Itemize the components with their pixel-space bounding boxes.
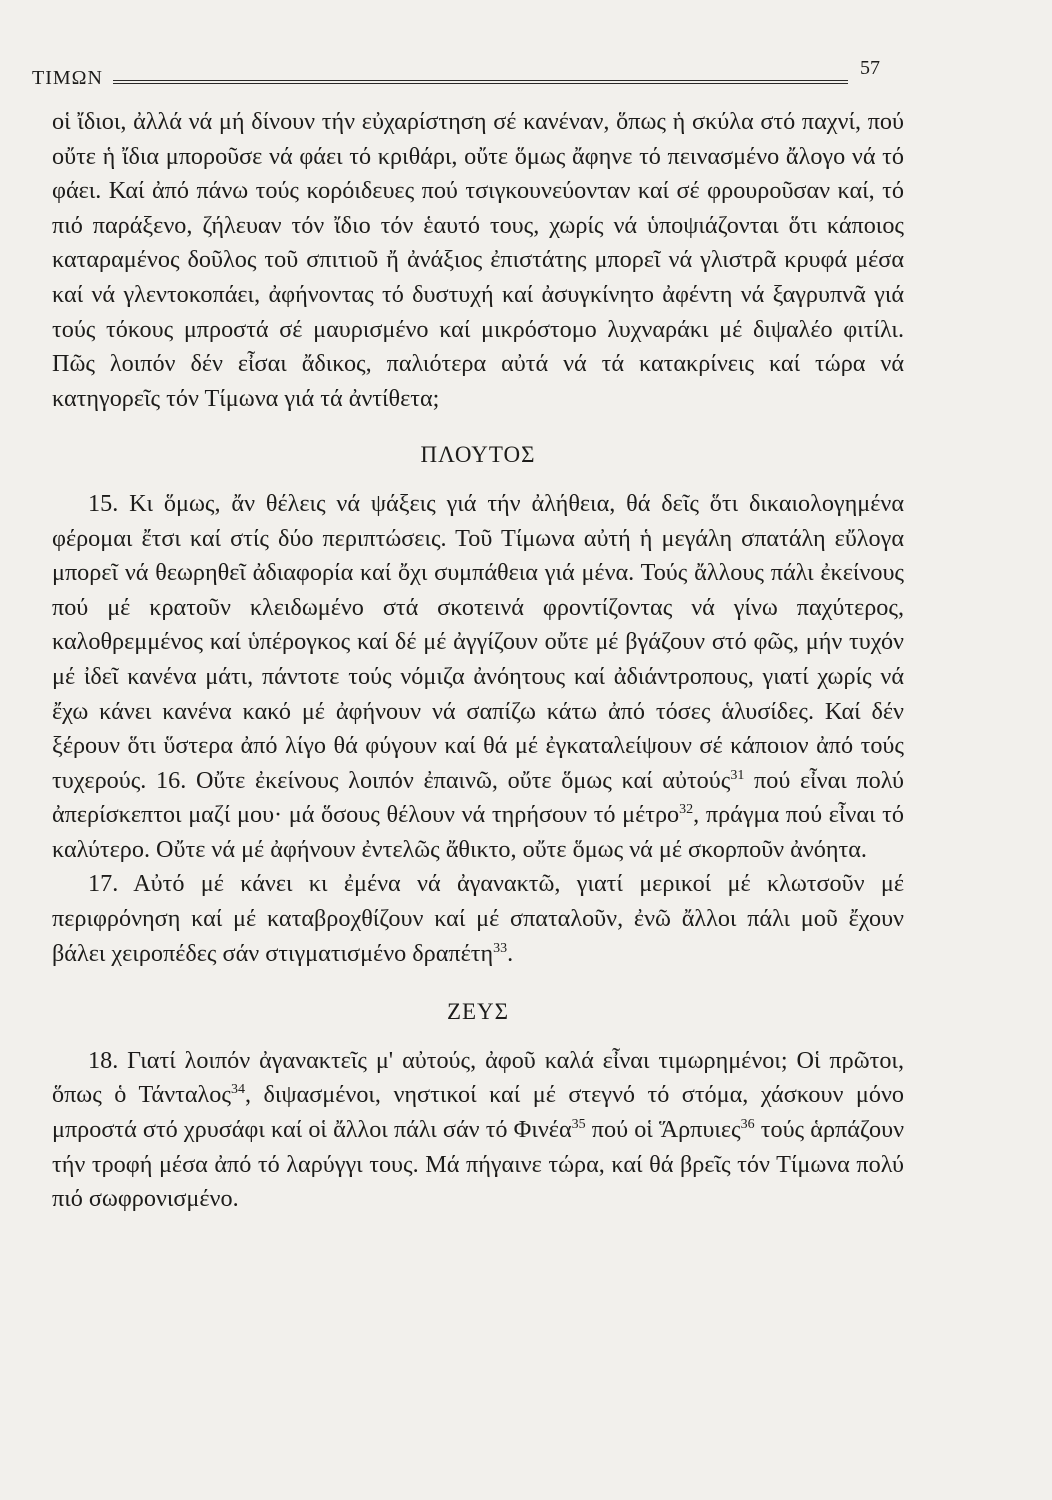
paragraph-17-end: .: [507, 939, 514, 967]
footnote-ref-33: 33: [493, 940, 508, 956]
paragraph-continued: οἱ ἴδιοι, ἀλλά νά μή δίνουν τήν εὐχαρίστηση σέ κανέναν, ὅπως ἡ σκύλα στό παχνί, πού οὔτε ἡ ἴδια μποροῦσε νά φάει τό κριθάρι, οὔτε ὅμως ἄφηνε τό πεινασμένο ἄλογο νά τό φάει. Καί ἀπό πάνω τούς κορόιδευες πού τσιγκουνεύονταν καί σέ φρουροῦσαν καί, τό πιό παράξενο, ζήλευαν τόν ἴδιο τόν ἑαυτό τους, χωρίς νά ὑποψιάζονται ὅτι κάποιος καταραμένος δοῦλος τοῦ σπιτιοῦ ἤ ἀνάξιος ἐπιστάτης μπορεῖ νά γλιστρᾶ κρυφά μέσα καί νά γλεντοκοπάει, ἀφήνοντας τό δυστυχή καί ἀσυγκίνητο ἀφέντη νά ξαγρυπνᾶ γιά τούς τόκους μπροστά σέ μαυρισμένο καί μικρόστομο λυχναράκι μέ διψαλέο φιτίλι. Πῶς λοιπόν δέν εἶσαι ἄδικος, παλιότερα αὐτά νά τά κατακρίνεις καί τώρα νά κατηγορεῖς τόν Τίμωνα γιά τά ἀντίθετα;: [52, 108, 904, 412]
paragraph-15-16: [52, 487, 904, 868]
paragraph-18-text-d: τούς ἁρπάζουν τήν τροφή μέσα ἀπό τό λαρύγγι τους. Μά πήγαινε τώρα, καί θά βρεῖς τόν Τίμωνα πολύ πιό σωφρονισμένο.: [52, 1116, 905, 1213]
footnote-ref-36: 36: [740, 1116, 755, 1132]
footnote-ref-31: 31: [730, 767, 745, 783]
paragraph-16-text-b: , πράγμα πού εἶναι τό καλύτερο. Οὔτε νά μέ ἀφήνουν ἐντελῶς ἄθικτο, οὔτε ὅμως νά μέ σκορποῦν ἀνόητα.: [52, 801, 904, 863]
paragraph-18-text-a: 18. Γιατί λοιπόν ἀγανακτεῖς μ' αὐτούς, ἀφοῦ καλά εἶναι τιμωρημένοι; Οἱ πρῶτοι, ὅπως ὁ Τάνταλος: [52, 1046, 904, 1109]
body-text: [52, 105, 904, 1217]
speaker-heading-zeus: ΖΕΥΣ: [446, 999, 510, 1025]
paragraph-18-text-b: , διψασμένοι, νηστικοί καί μέ στεγνό τό στόμα, χάσκουν μόνο μπροστά στό χρυσάφι καί οἱ ἄλλοι πάλι σάν τό Φινέα: [52, 1081, 904, 1144]
speaker-heading-ploutos: ΠΛΟΥΤΟΣ: [420, 442, 536, 468]
header-rule: [113, 80, 848, 84]
page-number: 57: [860, 57, 880, 79]
paragraph-16-text-a: πού εἶναι πολύ ἀπερίσκεπτοι μαζί μου· μά ὅσους θέλουν νά τηρήσουν τό μέτρο: [52, 766, 905, 829]
paragraph-17-text: 17. Αὐτό μέ κάνει κι ἐμένα νά ἀγανακτῶ, γιατί μερικοί μέ κλωτσοῦν μέ περιφρόνηση καί μέ καταβροχθίζουν καί μέ σπαταλοῦν, ἐνῶ ἄλλοι πάλι μοῦ ἔχουν βάλει χειροπέδες σάν στιγματισμένο δραπέτη: [52, 870, 904, 967]
paragraph-18-text-c: πού οἱ Ἅρπυιες: [585, 1116, 741, 1144]
footnote-ref-35: 35: [571, 1116, 586, 1132]
footnote-ref-34: 34: [230, 1082, 245, 1098]
footnote-ref-32: 32: [679, 802, 694, 818]
running-title: ΤΙΜΩΝ: [32, 67, 103, 89]
paragraph-18: [52, 1044, 904, 1217]
paragraph-15-text: 15. Κι ὅμως, ἄν θέλεις νά ψάξεις γιά τήν ἀλήθεια, θά δεῖς ὅτι δικαιολογημένα φέρομαι ἔτσι καί στίς δύο περιπτώσεις. Τοῦ Τίμωνα αὐτή ἡ μεγάλη σπατάλη εὔλογα μπορεῖ νά θεωρηθεῖ ἀδιαφορία καί ὄχι συμπάθεια γιά μένα. Τούς ἄλλους πάλι ἐκείνους πού μέ κρατοῦν κλειδωμένο στά σκοτεινά φροντίζοντας νά γίνω παχύτερος, καλοθρεμμένος καί ὑπέρογκος καί δέ μέ ἀγγίζουν οὔτε μέ βγάζουν στό φῶς, μήν τυχόν μέ ἰδεῖ κανένα μάτι, πάντοτε τούς νόμιζα ἀνόητους καί ἀδιάντροπους, γιατί χωρίς νά ἔχω κάνει κανένα κακό μέ ἀφήνουν νά σαπίζω κάτω ἀπό τόσες ἁλυσίδες. Καί δέν ξέρουν ὅτι ὕστερα ἀπό λίγο θά φύγουν καί θά μέ ἐγκαταλείψουν σέ κάποιον ἀπό τούς τυχερούς. 16. Οὔτε ἐκείνους λοιπόν ἐπαινῶ, οὔτε ὅμως καί αὐτούς: [52, 489, 904, 794]
running-head: [32, 57, 880, 90]
paragraph-17: [52, 867, 904, 971]
